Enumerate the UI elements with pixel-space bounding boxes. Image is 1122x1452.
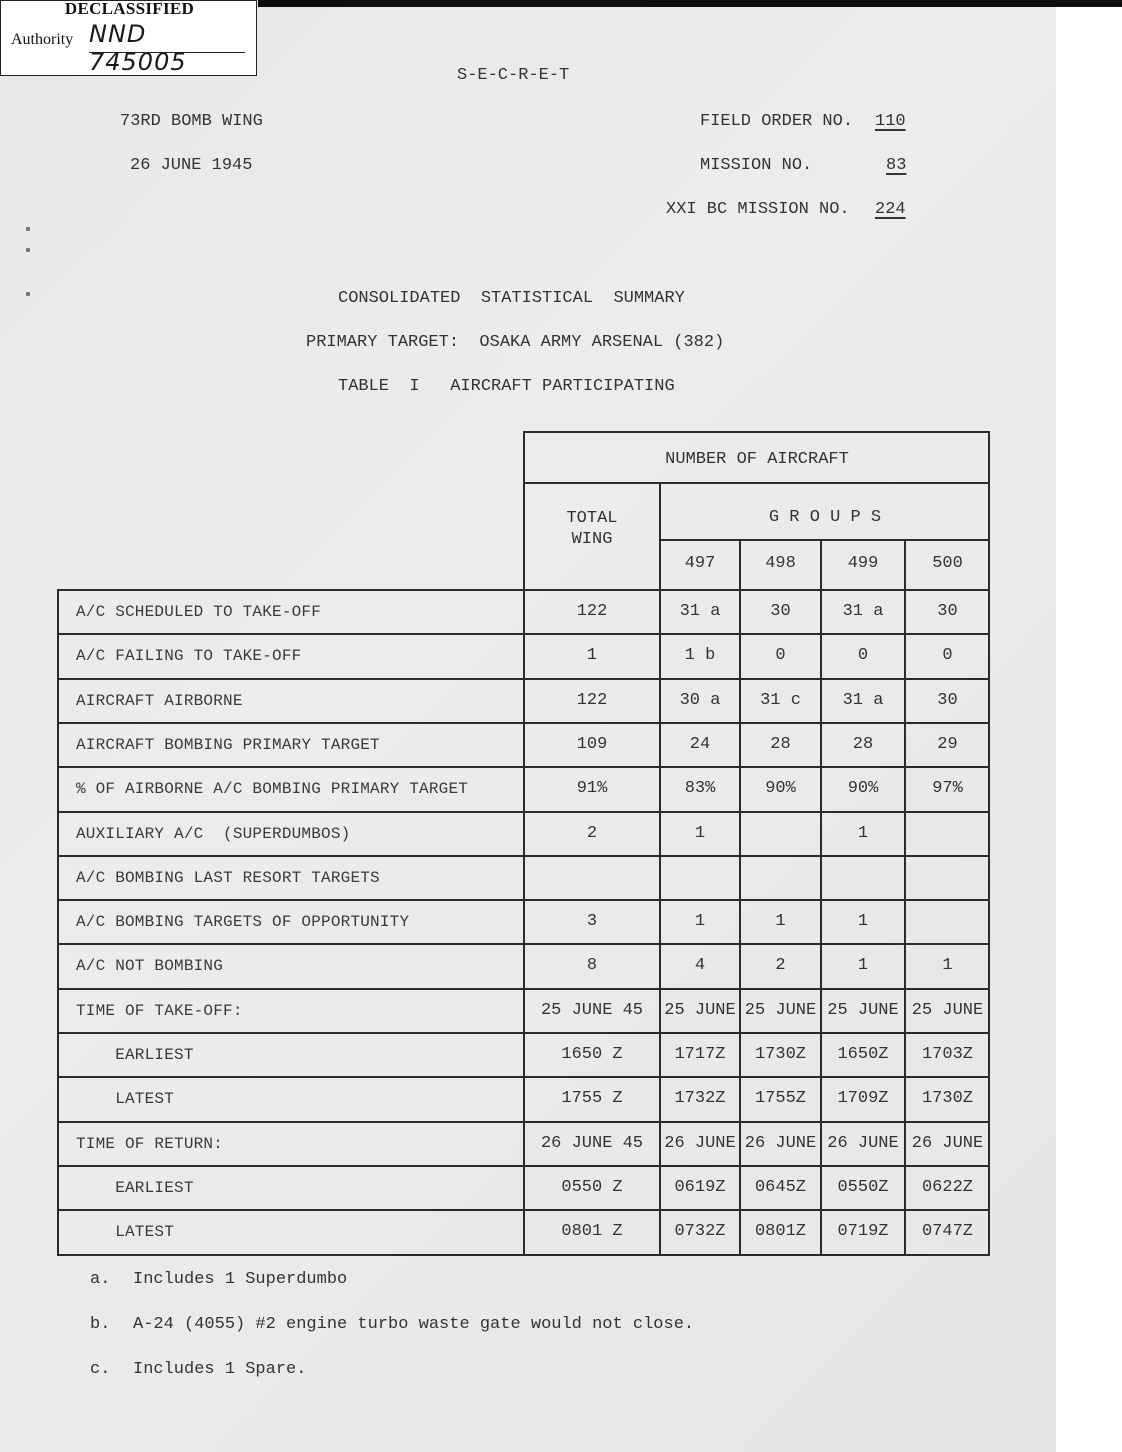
table-border [524, 431, 990, 433]
total-wing-header-line1: TOTAL [566, 509, 618, 528]
group-499-cell: 1 [857, 912, 869, 931]
group-498-cell: 0 [775, 646, 786, 665]
group-499-cell: 1650Z [837, 1045, 889, 1064]
primary-target-title: PRIMARY TARGET: OSAKA ARMY ARSENAL (382) [306, 333, 725, 352]
row-label: AIRCRAFT BOMBING PRIMARY TARGET [76, 736, 380, 754]
group-499-header: 499 [847, 554, 879, 573]
group-498-cell: 0801Z [754, 1222, 806, 1241]
group-499-cell: 0719Z [837, 1222, 889, 1241]
table-border [57, 1254, 990, 1256]
table-rule [57, 811, 990, 813]
footnote-text: Includes 1 Superdumbo [133, 1270, 348, 1289]
group-497-cell: 25 JUNE [664, 1001, 736, 1020]
group-497-header: 497 [684, 554, 716, 573]
table-rule [57, 1076, 990, 1078]
group-499-cell: 90% [847, 779, 879, 798]
table-rule [57, 899, 990, 901]
row-label: LATEST [76, 1090, 175, 1108]
table-border [57, 589, 990, 591]
group-499-cell: 1 [857, 956, 869, 975]
group-497-cell: 0619Z [674, 1178, 726, 1197]
group-500-cell: 0747Z [921, 1222, 973, 1241]
margin-mark [26, 292, 30, 296]
group-500-cell: 1 [942, 956, 953, 975]
group-498-cell: 1 [775, 912, 786, 931]
group-497-cell: 31 a [679, 602, 721, 621]
total-wing-cell: 3 [586, 912, 598, 931]
table-rule [57, 1209, 990, 1211]
group-499-cell: 0550Z [837, 1178, 889, 1197]
table-rule [57, 855, 990, 857]
field-order-label: FIELD ORDER NO. [700, 112, 854, 131]
row-label: EARLIEST [76, 1179, 194, 1197]
group-499-cell: 26 JUNE [827, 1134, 899, 1153]
group-497-cell: 24 [689, 735, 711, 754]
footnote-key: b. [90, 1315, 111, 1334]
group-497-cell: 1 [694, 912, 706, 931]
unit-name: 73RD BOMB WING [120, 112, 263, 131]
group-497-cell: 83% [684, 779, 716, 798]
margin-mark [26, 248, 30, 252]
table-rule [57, 1032, 990, 1034]
group-498-cell: 30 [770, 602, 791, 621]
row-label: A/C BOMBING LAST RESORT TARGETS [76, 869, 380, 887]
group-500-cell: 0622Z [921, 1178, 973, 1197]
total-wing-cell: 122 [576, 691, 608, 710]
group-497-cell: 4 [694, 956, 706, 975]
row-label: EARLIEST [76, 1046, 194, 1064]
group-498-cell: 28 [770, 735, 791, 754]
table-title: TABLE I AIRCRAFT PARTICIPATING [338, 377, 675, 396]
scan-edge-bar [258, 0, 1122, 7]
total-wing-cell: 0550 Z [561, 1178, 623, 1197]
total-wing-cell: 1 [586, 646, 598, 665]
margin-mark [26, 227, 30, 231]
group-500-cell: 30 [937, 691, 958, 710]
group-499-cell: 1709Z [837, 1089, 889, 1108]
classification-marking: S-E-C-R-E-T [457, 66, 570, 85]
group-499-cell: 28 [852, 735, 874, 754]
table-rule [660, 539, 990, 541]
group-497-cell: 30 a [679, 691, 721, 710]
group-498-header: 498 [765, 554, 796, 573]
table-rule [57, 722, 990, 724]
group-497-cell: 1 b [684, 646, 716, 665]
row-label: TIME OF TAKE-OFF: [76, 1002, 243, 1020]
table-rule [57, 633, 990, 635]
group-498-cell: 25 JUNE [744, 1001, 817, 1020]
group-500-cell: 30 [937, 602, 958, 621]
xxi-mission-label: XXI BC MISSION NO. [666, 200, 850, 219]
group-500-cell: 97% [932, 779, 963, 798]
table-border [57, 589, 59, 1256]
footnote-key: c. [90, 1360, 111, 1379]
total-wing-cell: 122 [576, 602, 608, 621]
group-498-cell: 0645Z [754, 1178, 806, 1197]
group-498-cell: 31 c [760, 691, 801, 710]
row-label: A/C FAILING TO TAKE-OFF [76, 647, 302, 665]
group-498-cell: 1755Z [754, 1089, 806, 1108]
table-rule [57, 943, 990, 945]
table-rule [57, 1121, 990, 1123]
group-497-cell: 1717Z [674, 1045, 726, 1064]
groups-header: G R O U P S [768, 508, 882, 527]
document-date: 26 JUNE 1945 [130, 156, 253, 175]
total-wing-cell: 0801 Z [561, 1222, 623, 1241]
row-label: LATEST [76, 1223, 175, 1241]
group-499-cell: 0 [857, 646, 869, 665]
group-499-cell: 31 a [842, 691, 884, 710]
group-497-cell: 0732Z [674, 1222, 726, 1241]
declassified-stamp [0, 0, 257, 76]
table-rule [57, 988, 990, 990]
total-wing-header-line2: WING [571, 530, 613, 549]
number-of-aircraft-header: NUMBER OF AIRCRAFT [665, 450, 849, 469]
stamp-title: DECLASSIFIED [64, 0, 195, 18]
row-label: TIME OF RETURN: [76, 1135, 224, 1153]
footnote-text: Includes 1 Spare. [133, 1360, 307, 1379]
summary-title: CONSOLIDATED STATISTICAL SUMMARY [338, 289, 685, 308]
total-wing-cell: 26 JUNE 45 [540, 1134, 644, 1153]
stamp-authority-value: NND 745005 [89, 20, 245, 53]
footnote-text: A-24 (4055) #2 engine turbo waste gate would not close. [133, 1315, 695, 1334]
total-wing-cell: 91% [576, 779, 608, 798]
row-label: AUXILIARY A/C (SUPERDUMBOS) [76, 825, 351, 843]
row-label: A/C NOT BOMBING [76, 957, 224, 975]
stamp-authority-label: Authority [11, 31, 74, 48]
group-497-cell: 1732Z [674, 1089, 726, 1108]
mission-label: MISSION NO. [700, 156, 813, 175]
group-500-cell: 0 [942, 646, 953, 665]
total-wing-cell: 1650 Z [561, 1045, 623, 1064]
group-500-cell: 25 JUNE [911, 1001, 984, 1020]
group-499-cell: 25 JUNE [827, 1001, 899, 1020]
table-rule [524, 482, 990, 484]
table-rule [57, 766, 990, 768]
group-497-cell: 1 [694, 824, 706, 843]
row-label: AIRCRAFT AIRBORNE [76, 692, 243, 710]
group-499-cell: 31 a [842, 602, 884, 621]
total-wing-cell: 8 [586, 956, 598, 975]
row-label: A/C BOMBING TARGETS OF OPPORTUNITY [76, 913, 410, 931]
footnote-key: a. [90, 1270, 111, 1289]
group-500-cell: 1703Z [921, 1045, 973, 1064]
group-500-cell: 29 [937, 735, 958, 754]
total-wing-cell: 109 [576, 735, 608, 754]
row-label: % OF AIRBORNE A/C BOMBING PRIMARY TARGET [76, 780, 469, 798]
table-rule [57, 1165, 990, 1167]
group-498-cell: 1730Z [754, 1045, 806, 1064]
group-498-cell: 90% [765, 779, 796, 798]
row-label: A/C SCHEDULED TO TAKE-OFF [76, 603, 322, 621]
group-499-cell: 1 [857, 824, 869, 843]
group-498-cell: 2 [775, 956, 786, 975]
group-500-cell: 1730Z [921, 1089, 973, 1108]
field-order-value: 110 [875, 112, 906, 131]
group-500-header: 500 [932, 554, 963, 573]
group-500-cell: 26 JUNE [911, 1134, 984, 1153]
mission-value: 83 [886, 156, 907, 175]
total-wing-cell: 25 JUNE 45 [540, 1001, 644, 1020]
group-497-cell: 26 JUNE [664, 1134, 736, 1153]
group-498-cell: 26 JUNE [744, 1134, 817, 1153]
total-wing-cell: 1755 Z [561, 1089, 623, 1108]
table-rule [57, 678, 990, 680]
total-wing-cell: 2 [586, 824, 598, 843]
xxi-mission-value: 224 [875, 200, 906, 219]
table-border [988, 589, 990, 1256]
